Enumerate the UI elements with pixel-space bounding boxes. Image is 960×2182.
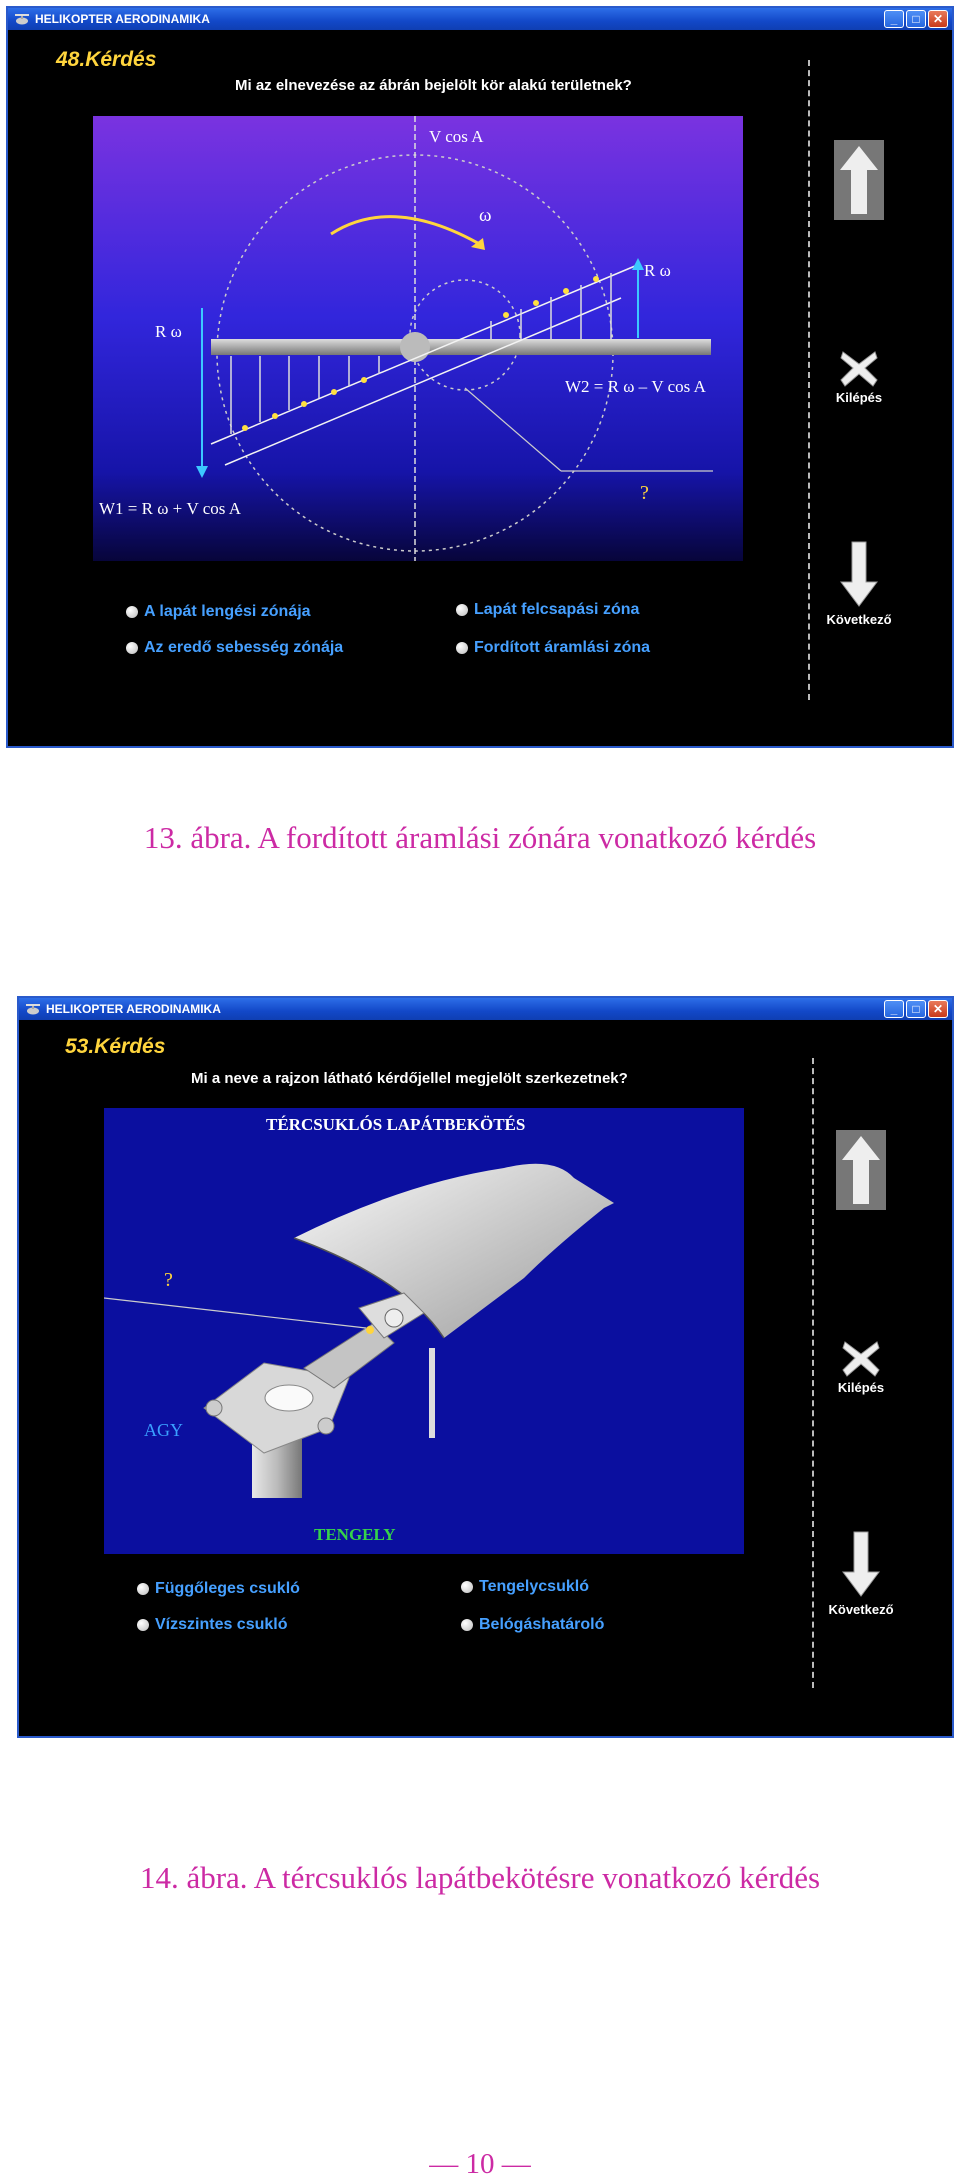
helicopter-app-icon xyxy=(25,1002,41,1016)
answer-option-4[interactable]: Belógáshatároló xyxy=(461,1616,604,1634)
answer-option-3[interactable]: Az eredő sebesség zónája xyxy=(126,639,343,657)
answer-option-1[interactable]: A lapát lengési zónája xyxy=(126,603,311,621)
next-label: Következő xyxy=(826,612,892,627)
exit-label: Kilépés xyxy=(835,390,883,405)
figure-caption-13: 13. ábra. A fordított áramlási zónára vonatkozó kérdés xyxy=(143,820,817,855)
maximize-button[interactable]: □ xyxy=(906,1000,926,1018)
label-hub: AGY xyxy=(144,1420,183,1440)
minimize-button[interactable]: _ xyxy=(884,10,904,28)
close-button[interactable]: ✕ xyxy=(928,1000,948,1018)
label-w1: W1 = R ω + V cos A xyxy=(99,499,241,518)
radio-icon xyxy=(456,642,468,654)
answer-option-2[interactable]: Lapát felcsapási zóna xyxy=(456,601,639,619)
app-window-1 xyxy=(6,6,954,748)
label-r-omega-left: R ω xyxy=(155,322,182,341)
radio-icon xyxy=(137,1583,149,1595)
arrow-down-icon xyxy=(839,1530,883,1600)
next-label: Következő xyxy=(828,1602,894,1617)
radio-icon xyxy=(456,604,468,616)
answer-option-4[interactable]: Fordított áramlási zóna xyxy=(456,639,650,657)
minimize-button[interactable]: _ xyxy=(884,1000,904,1018)
label-shaft: TENGELY xyxy=(314,1525,396,1544)
prev-button[interactable] xyxy=(816,1130,906,1212)
close-button[interactable]: ✕ xyxy=(928,10,948,28)
maximize-button[interactable]: □ xyxy=(906,10,926,28)
label-w2: W2 = R ω – V cos A xyxy=(565,377,706,396)
radio-icon xyxy=(461,1581,473,1593)
radio-icon xyxy=(461,1619,473,1631)
arrow-down-icon xyxy=(837,540,881,610)
arrow-up-icon xyxy=(834,140,884,220)
exit-label: Kilépés xyxy=(837,1380,885,1395)
label-vcos: V cos A xyxy=(429,127,484,146)
window-titlebar[interactable] xyxy=(8,8,952,30)
question-text: Mi az elnevezése az ábrán bejelölt kör alakú területnek? xyxy=(235,77,632,94)
label-question-mark: ? xyxy=(164,1269,173,1291)
arrow-up-icon xyxy=(836,1130,886,1210)
blade-hinge-figure xyxy=(104,1108,744,1554)
close-x-icon xyxy=(837,348,881,388)
rotor-hub xyxy=(400,332,430,362)
close-x-icon xyxy=(839,1338,883,1378)
window-titlebar[interactable] xyxy=(19,998,952,1020)
radio-icon xyxy=(137,1619,149,1631)
radio-icon xyxy=(126,642,138,654)
app-window-2 xyxy=(17,996,954,1738)
prev-button[interactable] xyxy=(814,140,904,222)
window-title: HELIKOPTER AERODINAMIKA xyxy=(35,12,210,26)
question-text: Mi a neve a rajzon látható kérdőjellel megjelölt szerkezetnek? xyxy=(191,1070,628,1087)
answer-option-1[interactable]: Függőleges csukló xyxy=(137,1580,300,1598)
next-button[interactable] xyxy=(814,540,904,627)
answer-option-2[interactable]: Tengelycsukló xyxy=(461,1578,589,1596)
helicopter-app-icon xyxy=(14,12,30,26)
window-title: HELIKOPTER AERODINAMIKA xyxy=(46,1002,221,1016)
nav-divider xyxy=(808,60,810,700)
rotor-velocity-figure xyxy=(93,116,743,561)
exit-button[interactable] xyxy=(816,1338,906,1395)
label-question-mark: ? xyxy=(640,482,649,504)
answer-option-3[interactable]: Vízszintes csukló xyxy=(137,1616,288,1634)
page-number: — 10 — xyxy=(429,2148,531,2180)
next-button[interactable] xyxy=(816,1530,906,1617)
question-number: 53.Kérdés xyxy=(65,1035,166,1058)
exit-button[interactable] xyxy=(814,348,904,405)
question-number: 48.Kérdés xyxy=(56,48,157,71)
label-omega: ω xyxy=(479,205,492,226)
figure-caption-14: 14. ábra. A tércsuklós lapátbekötésre vonatkozó kérdés xyxy=(139,1860,821,1895)
rotor-blade xyxy=(211,339,711,355)
radio-icon xyxy=(126,606,138,618)
label-r-omega-right: R ω xyxy=(644,261,671,280)
nav-divider xyxy=(812,1058,814,1688)
figure-heading: TÉRCSUKLÓS LAPÁTBEKÖTÉS xyxy=(266,1115,526,1134)
